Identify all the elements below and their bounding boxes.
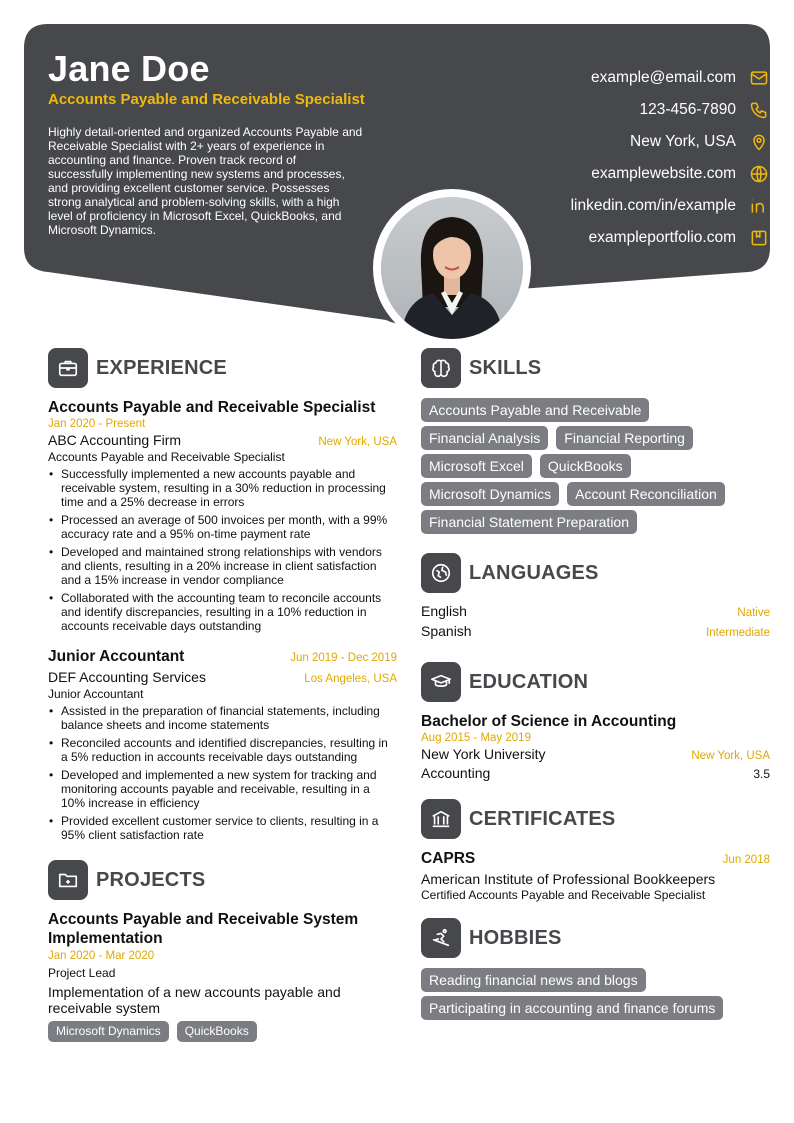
skiing-icon [421,918,461,958]
certificate-date: Jun 2018 [722,854,770,866]
job-title: Junior Accountant [48,648,185,665]
portfolio-icon [748,227,770,249]
skill-tag: QuickBooks [540,454,631,478]
skills-heading: SKILLS [469,356,542,379]
contact-website-text: examplewebsite.com [591,165,736,182]
project-title: Accounts Payable and Receivable System Implementation [48,911,359,947]
profile-photo-frame [373,189,531,347]
contact-list [571,62,770,254]
phone-icon [748,99,770,121]
job-location: New York, USA [318,436,397,448]
skill-tag: Account Reconciliation [567,482,725,506]
project-tag: QuickBooks [177,1021,257,1042]
certificate-description: Certified Accounts Payable and Receivable Specialist [421,888,706,902]
hobbies-heading: HOBBIES [469,926,562,949]
contact-linkedin-text: linkedin.com/in/example [570,197,736,214]
right-column [421,348,770,1020]
institution-icon [421,799,461,839]
job-company: DEF Accounting Services [48,669,206,685]
location-pin-icon [748,131,770,153]
mail-icon [748,67,770,89]
contact-portfolio-text: exampleportfolio.com [588,229,736,246]
project-date: Jan 2020 - Mar 2020 [48,950,155,962]
experience-item [48,647,397,842]
project-tag: Microsoft Dynamics [48,1021,169,1042]
job-bullet: • Collaborated with the accounting team to reconcile accounts and identify discrepancies, resulting in a 10% reduction in accounts receivable days outstanding [48,591,397,633]
certificates-section-header [421,799,770,839]
graduation-cap-icon [421,662,461,702]
job-date: Jun 2019 - Dec 2019 [290,652,397,664]
contact-location-text: New York, USA [630,133,736,150]
job-bullets [48,704,397,842]
hobby-tag: Participating in accounting and finance forums [421,996,723,1020]
job-role: Junior Accountant [48,687,144,701]
candidate-name: Jane Doe [48,48,210,89]
hobbies-tags [421,968,770,1020]
education-date: Aug 2015 - May 2019 [421,732,531,744]
education-section-header [421,662,770,702]
profile-photo [381,197,523,339]
language-item [421,603,770,623]
project-description: Implementation of a new accounts payable and receivable system [48,984,341,1016]
skills-tags [421,398,770,534]
globe-icon [748,163,770,185]
contact-email-text: example@email.com [591,69,736,86]
job-bullet: • Processed an average of 500 invoices per month, with a 99% accuracy rate and a 95% on-time payment rate [48,513,397,541]
briefcase-icon [48,348,88,388]
experience-section-header [48,348,397,388]
contact-phone-text: 123-456-7890 [639,101,736,118]
hobbies-section-header [421,918,770,958]
languages-heading: LANGUAGES [469,561,599,584]
candidate-title: Accounts Payable and Receivable Specialist [48,91,365,108]
certificate-name: CAPRS [421,850,476,867]
education-degree: Bachelor of Science in Accounting [421,713,677,730]
job-bullet: • Developed and implemented a new system for tracking and monitoring accounts payable and receivable, resulting in a 10% increase in efficiency [48,768,397,810]
skills-section-header [421,348,770,388]
skill-tag: Financial Analysis [421,426,548,450]
education-field: Accounting [421,765,491,781]
job-bullet: • Developed and maintained strong relationships with vendors and clients, resulting in a 20% increase in client satisfaction and a 15% increase in vendor compliance [48,545,397,587]
job-bullet: • Provided excellent customer service to clients, resulting in a 95% client satisfaction rate [48,814,397,842]
job-bullet: • Reconciled accounts and identified discrepancies, resulting in a 5% reduction in accounts receivable days outstanding [48,736,397,764]
skill-tag: Financial Reporting [556,426,693,450]
brain-icon [421,348,461,388]
contact-website[interactable] [571,158,770,190]
education-item [421,712,770,781]
language-name: English [421,603,467,619]
language-level: Native [737,607,770,619]
left-column [48,348,397,1042]
job-bullet: • Successfully implemented a new accounts payable and receivable system, resulting in a 30% reduction in processing time and a 25% decrease in errors [48,467,397,509]
linkedin-icon [748,195,770,217]
hobby-tag: Reading financial news and blogs [421,968,646,992]
certificate-item [421,849,770,902]
job-bullet: • Assisted in the preparation of financial statements, including balance sheets and income statements [48,704,397,732]
education-school: New York University [421,746,546,762]
contact-linkedin[interactable] [571,190,770,222]
job-location: Los Angeles, USA [304,673,397,685]
project-role: Project Lead [48,966,116,980]
folder-icon [48,860,88,900]
job-bullets [48,467,397,633]
project-tags [48,1021,397,1042]
contact-email[interactable] [571,62,770,94]
job-title: Accounts Payable and Receivable Specialist [48,399,376,416]
skill-tag: Microsoft Dynamics [421,482,559,506]
language-item [421,623,770,643]
certificates-heading: CERTIFICATES [469,807,616,830]
skill-tag: Financial Statement Preparation [421,510,637,534]
job-role: Accounts Payable and Receivable Specialist [48,450,285,464]
contact-phone[interactable] [571,94,770,126]
project-item [48,910,397,1042]
languages-section-header [421,553,770,593]
profile-summary: Highly detail-oriented and organized Accounts Payable and Receivable Specialist with 2+ years of experience in accounting and finance. Proven track record of successfully implementing new systems and processes, and providing excellent customer service. Possesses strong analytical and problem-solving skills, with a high level of proficiency in Microsoft Excel, QuickBooks, and Microsoft Dynamics. [48,125,363,237]
skill-tag: Accounts Payable and Receivable [421,398,649,422]
job-date: Jan 2020 - Present [48,418,146,430]
language-level: Intermediate [706,627,770,639]
projects-heading: PROJECTS [96,868,206,891]
language-name: Spanish [421,623,472,639]
skill-tag: Microsoft Excel [421,454,532,478]
job-company: ABC Accounting Firm [48,432,182,448]
education-gpa: 3.5 [753,767,770,781]
experience-heading: EXPERIENCE [96,356,227,379]
contact-location [571,126,770,158]
projects-section-header [48,860,397,900]
contact-portfolio[interactable] [571,222,770,254]
education-heading: EDUCATION [469,670,589,693]
experience-item [48,398,397,633]
language-icon [421,553,461,593]
certificate-issuer: American Institute of Professional Bookkeepers [421,871,716,887]
education-location: New York, USA [691,750,770,762]
